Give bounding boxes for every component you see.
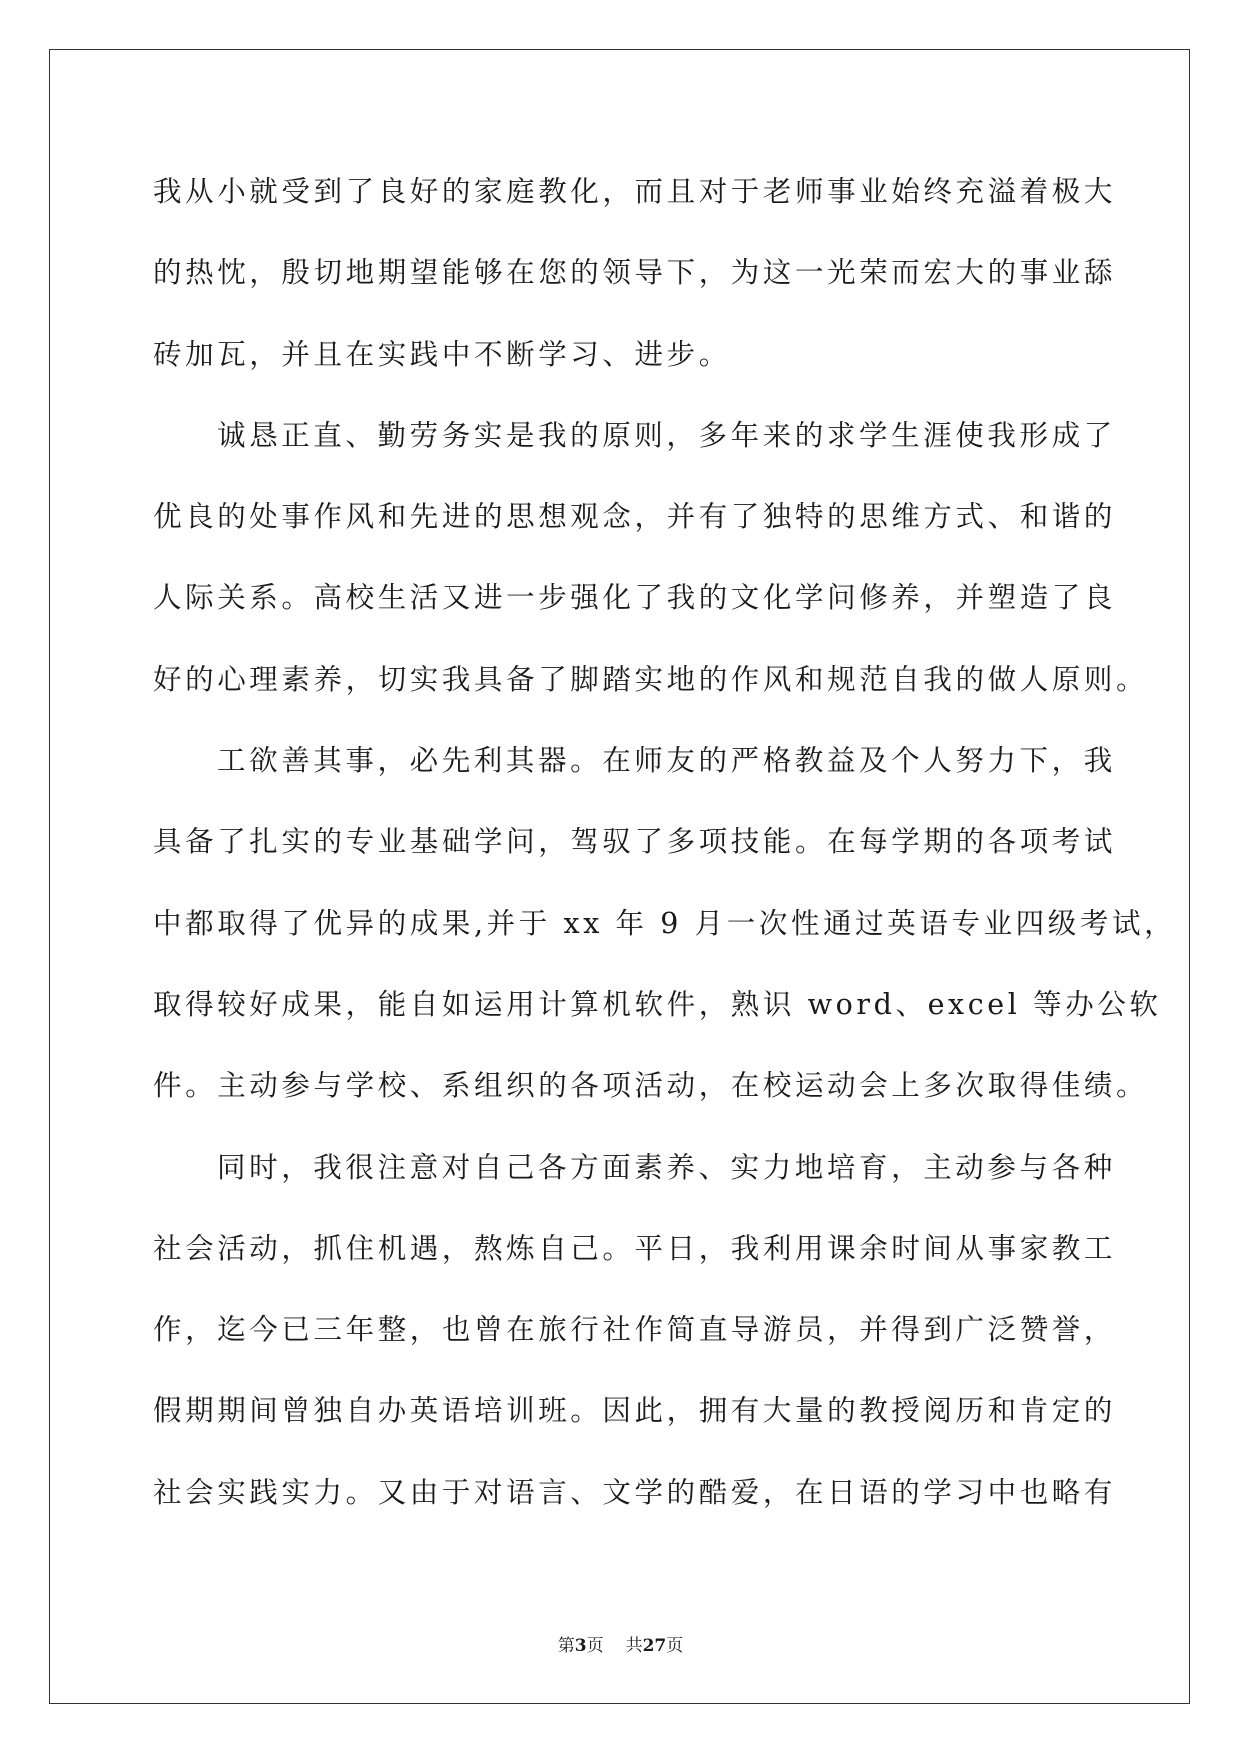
page-footer [0, 1636, 1241, 1656]
page-suffix: 页 [586, 1636, 604, 1656]
text-line: 砖加瓦，并且在实践中不断学习、进步。 [153, 337, 731, 371]
paragraph-first-line: 工欲善其事，必先利其器。在师友的严格教益及个人努力下，我 [217, 744, 1116, 778]
total-prefix: 共 [625, 1636, 643, 1656]
page-prefix: 第 [557, 1636, 575, 1656]
text-line: 的热忱，殷切地期望能够在您的领导下，为这一光荣而宏大的事业舔 [153, 256, 1117, 290]
text-line: 具备了扎实的专业基础学问，驾驭了多项技能。在每学期的各项考试 [153, 825, 1117, 859]
paragraph-first-line: 同时，我很注意对自己各方面素养、实力地培育，主动参与各种 [217, 1150, 1116, 1184]
text-line: 社会实践实力。又由于对语言、文学的酷爱，在日语的学习中也略有 [153, 1475, 1117, 1509]
total-pages: 27 [642, 1636, 667, 1656]
text-line: 好的心理素养，切实我具备了脚踏实地的作风和规范自我的做人原则。 [153, 662, 1149, 696]
text-line: 假期期间曾独自办英语培训班。因此，拥有大量的教授阅历和肯定的 [153, 1394, 1117, 1428]
text-line: 优良的处事作风和先进的思想观念，并有了独特的思维方式、和谐的 [153, 500, 1117, 534]
document-body [153, 162, 1177, 1544]
text-line: 人际关系。高校生活又进一步强化了我的文化学问修养，并塑造了良 [153, 581, 1117, 615]
paragraph-first-line: 诚恳正直、勤劳务实是我的原则，多年来的求学生涯使我形成了 [217, 418, 1116, 452]
text-line: 中都取得了优异的成果,并于 xx 年 9 月一次性通过英语专业四级考试， [153, 906, 1177, 940]
text-line: 取得较好成果，能自如运用计算机软件，熟识 word、excel 等办公软 [153, 987, 1162, 1021]
total-suffix: 页 [666, 1636, 684, 1656]
text-line: 我从小就受到了良好的家庭教化，而且对于老师事业始终充溢着极大 [153, 175, 1117, 208]
page-number: 3 [574, 1636, 587, 1656]
text-line: 社会活动，抓住机遇，熬炼自己。平日，我利用课余时间从事家教工 [153, 1231, 1117, 1265]
text-line: 作，迄今已三年整，也曾在旅行社作简直导游员，并得到广泛赞誉， [153, 1313, 1117, 1347]
text-line: 件。主动参与学校、系组织的各项活动，在校运动会上多次取得佳绩。 [153, 1069, 1149, 1103]
